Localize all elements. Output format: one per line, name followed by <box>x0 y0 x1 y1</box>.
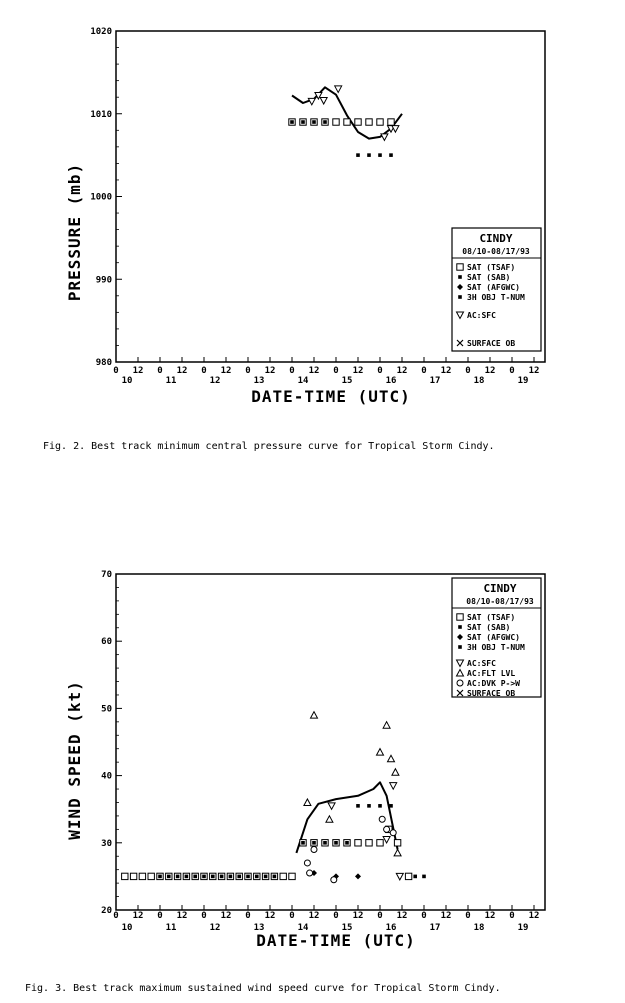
data-point-triangle-down <box>381 134 388 141</box>
x-tick-label: 12 <box>528 366 540 376</box>
best-track-line <box>292 87 402 138</box>
y-tick-label: 990 <box>95 275 112 286</box>
data-point-triangle-up <box>326 816 333 823</box>
x-tick-label: 12 <box>308 366 320 376</box>
x-tick-label: 12 <box>132 911 144 921</box>
data-point-circle <box>304 860 310 866</box>
x-tick-label: 0 <box>421 911 427 921</box>
data-point-triangle-down <box>320 98 327 105</box>
x-tick-label: 0 <box>113 911 119 921</box>
legend-entry: SAT (TSAF) <box>467 613 516 622</box>
pressure-legend <box>452 228 541 351</box>
legend-entry: SAT (SAB) <box>467 623 511 632</box>
pressure-y-axis-title: PRESSURE (mb) <box>65 162 84 302</box>
data-point-triangle-up <box>394 849 401 856</box>
data-point-star <box>273 875 277 879</box>
data-point-star <box>246 875 250 879</box>
data-point-square-open <box>355 840 361 846</box>
data-point-square-open <box>366 840 372 846</box>
legend-symbol <box>457 614 463 620</box>
legend-entry: AC:FLT LVL <box>467 669 516 678</box>
data-point-star <box>220 875 224 879</box>
y-tick-label: 30 <box>101 838 112 849</box>
x-day-label: 18 <box>473 376 485 386</box>
x-tick-label: 0 <box>113 366 119 376</box>
x-day-label: 14 <box>297 376 309 386</box>
x-day-label: 11 <box>165 923 177 933</box>
x-day-label: 13 <box>253 923 265 933</box>
x-tick-label: 0 <box>333 366 339 376</box>
y-tick-label: 40 <box>101 771 112 782</box>
data-point-small-square <box>413 875 417 879</box>
x-tick-label: 0 <box>377 366 383 376</box>
data-point-star <box>185 875 189 879</box>
x-tick-label: 0 <box>245 911 251 921</box>
x-day-label: 14 <box>297 923 309 933</box>
data-point-star <box>255 875 259 879</box>
figure-2-caption: Fig. 2. Best track minimum central pressure curve for Tropical Storm Cindy. <box>43 441 495 452</box>
data-point-star <box>334 841 338 845</box>
y-tick-label: 60 <box>101 637 112 648</box>
data-point-small-square <box>367 804 371 808</box>
data-point-square-open <box>377 840 383 846</box>
legend-entry: SURFACE OB <box>467 339 516 348</box>
x-day-label: 13 <box>253 376 265 386</box>
data-point-star <box>301 120 305 124</box>
legend-entry: SURFACE OB <box>467 689 516 698</box>
data-point-triangle-down <box>396 873 403 880</box>
y-tick-label: 1010 <box>90 109 112 120</box>
data-point-square-open <box>366 119 372 125</box>
figure-3-caption: Fig. 3. Best track maximum sustained wind speed curve for Tropical Storm Cindy. <box>25 983 501 994</box>
y-tick-label: 70 <box>101 570 112 580</box>
data-point-circle <box>331 877 337 883</box>
x-tick-label: 12 <box>220 911 232 921</box>
x-tick-label: 12 <box>396 366 408 376</box>
data-point-circle <box>384 826 390 832</box>
data-point-triangle-down <box>383 836 390 843</box>
x-tick-label: 0 <box>245 366 251 376</box>
data-point-triangle-up <box>377 749 384 756</box>
x-day-label: 19 <box>517 376 529 386</box>
legend-entry: AC:DVK P->W <box>467 679 520 688</box>
data-point-small-square <box>367 153 371 157</box>
data-point-square-open <box>344 119 350 125</box>
x-tick-label: 12 <box>352 911 364 921</box>
x-tick-label: 0 <box>509 366 515 376</box>
data-point-triangle-up <box>304 799 311 806</box>
legend-entry: SAT (AFGWC) <box>467 633 520 642</box>
data-point-star <box>290 120 294 124</box>
data-point-square-open <box>122 873 128 879</box>
data-point-small-square <box>389 153 393 157</box>
data-point-circle <box>307 870 313 876</box>
data-point-triangle-down <box>335 86 342 93</box>
x-tick-label: 0 <box>333 911 339 921</box>
data-point-diamond <box>355 873 361 879</box>
x-day-label: 17 <box>429 923 441 933</box>
x-tick-label: 12 <box>132 366 144 376</box>
legend-entry: 3H OBJ T-NUM <box>467 293 525 302</box>
legend-symbol <box>457 264 463 270</box>
pressure-x-axis-title: DATE-TIME (UTC) <box>251 387 411 406</box>
data-point-square-open <box>280 873 286 879</box>
data-point-triangle-up <box>311 712 318 719</box>
legend-symbol <box>458 645 462 649</box>
pressure-legend-subtitle: 08/10-08/17/93 <box>462 247 530 256</box>
x-day-label: 16 <box>385 923 397 933</box>
data-point-square-open <box>333 119 339 125</box>
x-day-label: 15 <box>341 923 353 933</box>
data-point-star <box>158 875 162 879</box>
legend-entry: SAT (SAB) <box>467 273 511 282</box>
data-point-small-square <box>389 804 393 808</box>
data-point-star <box>323 841 327 845</box>
x-day-label: 15 <box>341 376 353 386</box>
x-tick-label: 12 <box>484 366 496 376</box>
x-day-label: 12 <box>209 376 221 386</box>
x-tick-label: 0 <box>509 911 515 921</box>
x-tick-label: 0 <box>157 366 163 376</box>
y-tick-label: 1000 <box>90 192 112 203</box>
legend-symbol <box>458 275 462 279</box>
data-point-square-open <box>130 873 136 879</box>
legend-symbol <box>457 680 463 686</box>
x-tick-label: 0 <box>201 366 207 376</box>
x-tick-label: 12 <box>440 366 452 376</box>
data-point-star <box>264 875 268 879</box>
wind-y-axis-title: WIND SPEED (kt) <box>65 680 84 840</box>
data-point-star <box>345 841 349 845</box>
data-point-circle <box>311 847 317 853</box>
x-tick-label: 12 <box>176 911 188 921</box>
data-point-small-square <box>422 875 426 879</box>
data-point-square-open <box>394 840 400 846</box>
data-point-small-square <box>378 804 382 808</box>
data-point-triangle-up <box>388 755 395 762</box>
data-point-square-open <box>289 873 295 879</box>
x-tick-label: 0 <box>289 366 295 376</box>
data-point-triangle-up <box>383 722 390 729</box>
x-tick-label: 12 <box>264 911 276 921</box>
x-tick-label: 0 <box>289 911 295 921</box>
data-point-circle <box>390 830 396 836</box>
x-day-label: 10 <box>121 923 133 933</box>
x-tick-label: 0 <box>465 366 471 376</box>
x-tick-label: 12 <box>396 911 408 921</box>
x-tick-label: 12 <box>352 366 364 376</box>
x-tick-label: 0 <box>157 911 163 921</box>
data-point-star <box>167 875 171 879</box>
data-point-star <box>312 841 316 845</box>
data-point-star <box>312 120 316 124</box>
x-tick-label: 12 <box>220 366 232 376</box>
y-tick-label: 50 <box>101 704 112 715</box>
wind-x-axis-title: DATE-TIME (UTC) <box>256 931 416 950</box>
pressure-chart <box>65 27 545 406</box>
data-point-triangle-down <box>390 783 397 790</box>
x-tick-label: 12 <box>484 911 496 921</box>
wind-legend-subtitle: 08/10-08/17/93 <box>466 597 534 606</box>
data-point-square-open <box>148 873 154 879</box>
data-point-star <box>193 875 197 879</box>
x-day-label: 10 <box>121 376 133 386</box>
x-day-label: 16 <box>385 376 397 386</box>
x-tick-label: 12 <box>264 366 276 376</box>
data-point-square-open <box>405 873 411 879</box>
legend-entry: SAT (AFGWC) <box>467 283 520 292</box>
data-point-small-square <box>378 153 382 157</box>
x-tick-label: 0 <box>377 911 383 921</box>
x-day-label: 19 <box>517 923 529 933</box>
wind-speed-chart <box>65 570 545 950</box>
wind-legend-title: CINDY <box>483 582 517 595</box>
x-day-label: 12 <box>209 923 221 933</box>
data-point-star <box>237 875 241 879</box>
x-tick-label: 12 <box>176 366 188 376</box>
y-tick-label: 1020 <box>90 27 112 37</box>
x-day-label: 11 <box>165 376 177 386</box>
x-day-label: 18 <box>473 923 485 933</box>
data-point-star <box>211 875 215 879</box>
data-point-star <box>301 841 305 845</box>
data-point-small-square <box>356 153 360 157</box>
data-point-star <box>323 120 327 124</box>
data-point-star <box>202 875 206 879</box>
data-point-triangle-up <box>392 769 399 776</box>
data-point-circle <box>379 816 385 822</box>
x-tick-label: 12 <box>440 911 452 921</box>
data-point-square-open <box>355 119 361 125</box>
y-tick-label: 980 <box>95 358 112 368</box>
legend-entry: 3H OBJ T-NUM <box>467 643 525 652</box>
legend-symbol <box>458 625 462 629</box>
legend-entry: AC:SFC <box>467 311 496 320</box>
x-tick-label: 12 <box>528 911 540 921</box>
y-tick-label: 20 <box>101 906 112 916</box>
legend-entry: SAT (TSAF) <box>467 263 516 272</box>
x-tick-label: 0 <box>201 911 207 921</box>
data-point-small-square <box>356 804 360 808</box>
data-point-star <box>176 875 180 879</box>
data-point-triangle-down <box>328 803 335 810</box>
wind-legend <box>452 578 541 698</box>
x-tick-label: 12 <box>308 911 320 921</box>
pressure-legend-title: CINDY <box>479 232 513 245</box>
data-point-square-open <box>377 119 383 125</box>
data-point-square-open <box>139 873 145 879</box>
legend-symbol <box>458 295 462 299</box>
data-point-star <box>229 875 233 879</box>
x-day-label: 17 <box>429 376 441 386</box>
x-tick-label: 0 <box>465 911 471 921</box>
x-tick-label: 0 <box>421 366 427 376</box>
data-point-square-open <box>388 119 394 125</box>
legend-entry: AC:SFC <box>467 659 496 668</box>
